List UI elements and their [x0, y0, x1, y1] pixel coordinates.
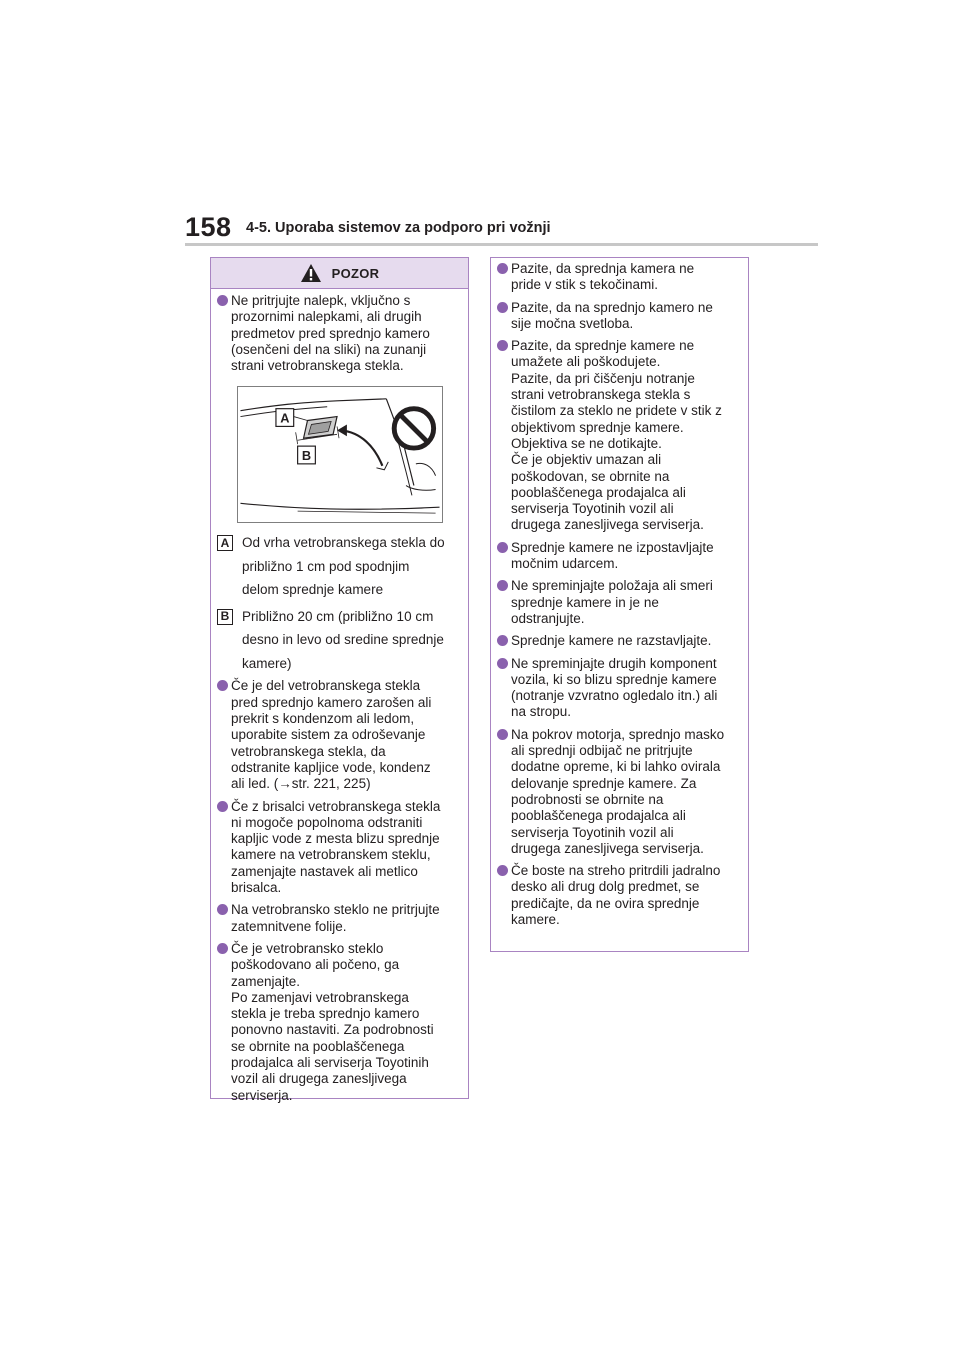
legend-item-a: [217, 531, 462, 602]
bullet-icon: [497, 580, 508, 591]
legend-text-a: Od vrha vetrobranskega stekla do približno 1 cm pod spodnjim delom sprednje kamere: [242, 535, 445, 598]
bullet-text: Če boste na streho pritrdili jadralno desko ali drug dolg predmet, se predičajte, da ne ovira sprednje kamere.: [511, 863, 721, 927]
bullet-text: Ne spreminjajte položaja ali smeri sprednje kamere in je ne odstranjujte.: [511, 578, 713, 626]
legend-text-b: Približno 20 cm (približno 10 cm desno in levo od sredine sprednje kamere): [242, 608, 444, 671]
camera-area-illustration: [238, 387, 442, 522]
bullet-text: Sprednje kamere ne razstavljajte.: [511, 633, 712, 649]
bullet-icon: [217, 801, 228, 812]
bullet-text: Pazite, da sprednje kamere ne umažete ali poškodujete. Pazite, da pri čiščenju notranje strani vetrobranskega stekla s čistilom za steklo ne pridete v stik z objektivom sprednje kamere. Objektiva se ne dotikajte. Če je objektiv umazan ali poškodovan, se obrnite na pooblaščenega prodajalca ali serviserja Toyotinih vozil ali drugega zanesljivega serviserja.: [511, 338, 722, 533]
bullet-icon: [497, 865, 508, 876]
bullet-icon: [217, 680, 228, 691]
bullet-icon: [217, 943, 228, 954]
list-item: [497, 727, 742, 857]
caution-title: POZOR: [331, 265, 380, 281]
page-number: 158: [185, 212, 232, 242]
legend-item-b: [217, 605, 462, 676]
bullet-icon: [217, 904, 228, 915]
header-divider: [185, 243, 818, 246]
bullet-text: Če je vetrobransko steklo poškodovano ali počeno, ga zamenjajte. Po zamenjavi vetrobranskega stekla je treba sprednjo kamero ponovno nastaviti. Za podrobnosti se obrnite na pooblaščenega prodajalca ali serviserja Toyotinih vozil ali drugega zanesljivega serviserja.: [231, 940, 434, 1103]
legend-key-a: A: [217, 535, 233, 551]
bullet-text: Pazite, da na sprednjo kamero ne sije močna svetloba.: [511, 299, 713, 331]
list-item: [217, 902, 462, 935]
list-item: [217, 678, 462, 792]
legend-key-b: B: [217, 609, 233, 625]
list-item: [497, 338, 742, 534]
list-item: [217, 941, 462, 1104]
bullet-icon: [497, 302, 508, 313]
bullet-icon: [497, 263, 508, 274]
bullet-text: Pazite, da sprednja kamera ne pride v stik s tekočinami.: [511, 261, 695, 293]
list-item: [497, 578, 742, 627]
bullet-text: Ne spreminjajte drugih komponent vozila, ki so blizu sprednje kamere (notranje vzvratno ogledalo itn.) ali na stropu.: [511, 655, 718, 720]
caution-content-left: [211, 289, 468, 1104]
bullet-text: Ne pritrjujte nalepk, vključno s prozornimi nalepkami, ali drugih predmetov pred sprednjo kamero (osenčeni del na sliki) na zunanji strani vetrobranskega stekla.: [231, 293, 430, 374]
caution-content-right: [491, 258, 748, 928]
bullet-icon: [497, 542, 508, 553]
figure-label-b: B: [301, 448, 311, 464]
list-item: [497, 261, 742, 294]
bullet-icon: [497, 658, 508, 669]
bullet-text: Sprednje kamere ne izpostavljajte močnim udarcem.: [511, 539, 714, 572]
bullet-icon: [497, 340, 508, 351]
bullet-text: Če z brisalci vetrobranskega stekla ni mogoče popolnoma odstraniti kapljic vode z mesta blizu sprednje kamere na vetrobranskem steklu, zamenjajte nastavek ali metlico brisalca.: [231, 798, 441, 896]
caution-box-left: [210, 257, 469, 1103]
bullet-icon: [217, 295, 228, 306]
figure-label-a: A: [279, 410, 289, 426]
list-item: [497, 633, 742, 649]
bullet-text: Na vetrobransko steklo ne pritrjujte zatemnitvene folije.: [231, 902, 440, 934]
caution-box-right: [490, 257, 749, 952]
list-item: [497, 540, 742, 573]
list-item: [497, 300, 742, 333]
list-item: [217, 799, 462, 897]
list-item: [497, 656, 742, 721]
windshield-camera-figure: [237, 386, 443, 523]
bullet-icon: [497, 635, 508, 646]
bullet-icon: [497, 729, 508, 740]
section-title: 4-5. Uporaba sistemov za podporo pri vožnji: [246, 220, 551, 236]
caution-header: [211, 258, 468, 289]
warning-triangle-icon: [300, 263, 322, 283]
list-item: [217, 293, 462, 374]
bullet-text: Če je del vetrobranskega stekla pred sprednjo kamero zarošen ali prekrit s kondenzom ali ledom, uporabite sistem za odroševanje vetrobranskega stekla, da odstranite kapljice vode, kondenz ali led. (→str. 221, 225): [231, 678, 432, 792]
list-item: [497, 863, 742, 928]
bullet-text: Na pokrov motorja, sprednjo masko ali sprednji odbijač ne pritrjujte dodatne opreme, ki bi lahko ovirala delovanje sprednje kamere. Za podrobnosti se obrnite na pooblaščenega prodajalca ali serviserja Toyotinih vozil ali drugega zanesljivega serviserja.: [511, 726, 725, 856]
